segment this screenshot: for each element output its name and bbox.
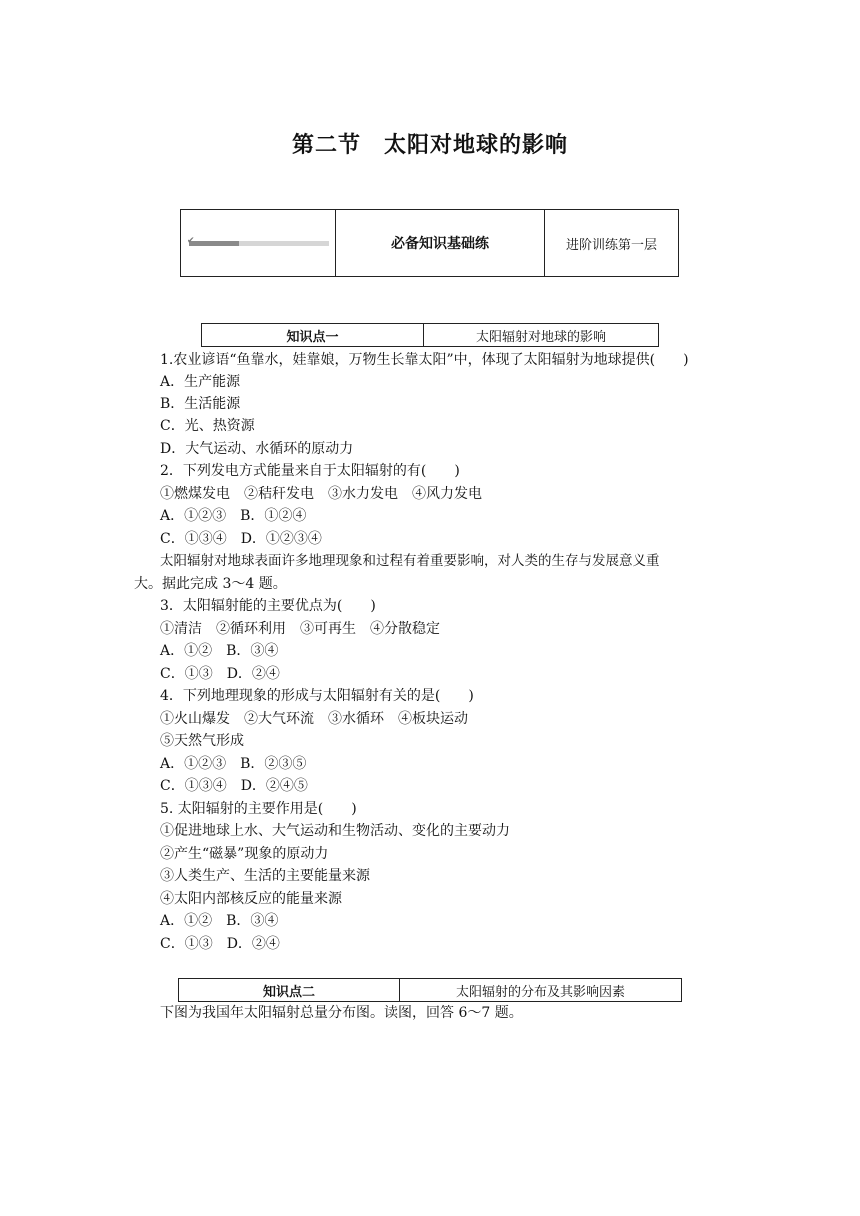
question-line: ①清洁 ②循环利用 ③可再生 ④分散稳定 <box>160 621 440 637</box>
level-label: 进阶训练第一层 <box>565 237 657 253</box>
page-title: 第二节 太阳对地球的影响 <box>291 133 568 158</box>
knowledge-point-label: 知识点一 <box>202 324 424 346</box>
progress-cell <box>181 210 336 276</box>
question-line: C．①③ D．②④ <box>160 666 280 682</box>
check-icon: ✔ <box>187 235 195 246</box>
question-line: A．生产能源 <box>160 374 241 390</box>
question-line: A．①②③ B．②③⑤ <box>160 756 307 772</box>
question-line: ⑤天然气形成 <box>160 733 244 749</box>
question-line: ③人类生产、生活的主要能量来源 <box>160 868 370 884</box>
question-line: 2．下列发电方式能量来自于太阳辐射的有( ) <box>160 463 460 479</box>
question-line: ④太阳内部核反应的能量来源 <box>160 891 342 907</box>
question-line: C．光、热资源 <box>160 418 255 434</box>
question-line: A．①②③ B．①②④ <box>160 508 307 524</box>
question-line: B．生活能源 <box>160 396 241 412</box>
question-line: 1.农业谚语“鱼靠水，娃靠娘，万物生长靠太阳”中，体现了太阳辐射为地球提供( ) <box>160 352 689 368</box>
passage-line: 太阳辐射对地球表面许多地理现象和过程有着重要影响，对人类的生存与发展意义重 <box>160 553 660 569</box>
question-line: ②产生“磁暴”现象的原动力 <box>160 846 329 862</box>
question-line: 4．下列地理现象的形成与太阳辐射有关的是( ) <box>160 688 474 704</box>
passage-line: 下图为我国年太阳辐射总量分布图。读图，回答 6～7 题。 <box>160 1005 523 1021</box>
progress-bar-fill <box>189 241 239 246</box>
progress-bar <box>187 235 329 246</box>
question-line: D．大气运动、水循环的原动力 <box>160 441 354 457</box>
knowledge-point-topic: 太阳辐射对地球的影响 <box>475 329 606 345</box>
question-line: C．①③④ D．①②③④ <box>160 531 322 547</box>
question-line: ①火山爆发 ②大气环流 ③水循环 ④板块运动 <box>160 711 468 727</box>
section-label: 必备知识基础练 <box>336 210 545 276</box>
question-line: C．①③ D．②④ <box>160 936 280 952</box>
knowledge-point-label: 知识点二 <box>179 979 400 1001</box>
question-line: 3．太阳辐射能的主要优点为( ) <box>160 598 376 614</box>
knowledge-point-1-table <box>201 323 659 347</box>
question-line: 5. 太阳辐射的主要作用是( ) <box>160 801 357 817</box>
question-line: ①燃煤发电 ②秸秆发电 ③水力发电 ④风力发电 <box>160 486 482 502</box>
passage-line: 大。据此完成 3～4 题。 <box>134 576 287 592</box>
question-line: ①促进地球上水、大气运动和生物活动、变化的主要动力 <box>160 823 510 839</box>
section-header-table <box>180 209 679 277</box>
question-line: A．①② B．③④ <box>160 913 279 929</box>
question-line: C．①③④ D．②④⑤ <box>160 778 308 794</box>
question-line: A．①② B．③④ <box>160 643 279 659</box>
knowledge-point-topic: 太阳辐射的分布及其影响因素 <box>455 984 625 1000</box>
knowledge-point-2-table <box>178 978 682 1002</box>
